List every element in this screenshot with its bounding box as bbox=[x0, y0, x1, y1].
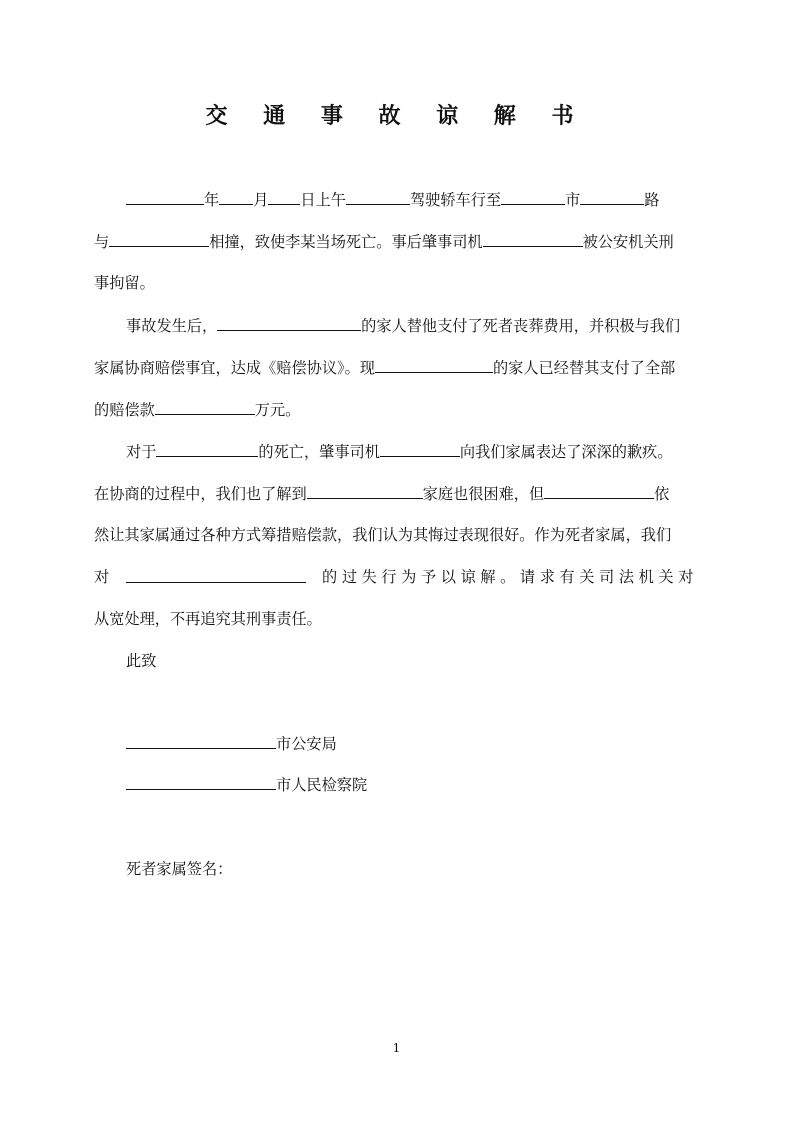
text-ten-thousand-yuan: 万元。 bbox=[254, 401, 301, 419]
blank-driver-apology[interactable] bbox=[380, 438, 460, 457]
text-apology: 向我们家属表达了深深的歉疚。 bbox=[459, 443, 673, 461]
text-family-paid: 的家人替他支付了死者丧葬费用，并积极与我们 bbox=[361, 317, 681, 335]
text-paid-all: 的家人已经替其支付了全部 bbox=[492, 359, 676, 377]
text-year: 年 bbox=[204, 191, 220, 209]
blank-procuratorate-city[interactable] bbox=[126, 771, 276, 790]
text-difficult: 家庭也很困难，但 bbox=[422, 485, 545, 503]
blank-city[interactable] bbox=[501, 186, 565, 205]
blank-amount[interactable] bbox=[155, 396, 255, 415]
blank-party-name-3[interactable] bbox=[544, 480, 654, 499]
text-death: 的死亡，肇事司机 bbox=[258, 443, 380, 461]
signature-label: 死者家属签名： bbox=[126, 860, 233, 878]
text-road: 路 bbox=[644, 191, 660, 209]
blank-month[interactable] bbox=[219, 186, 253, 205]
text-agreement: 家属协商赔偿事宜，达成《赔偿协议》。现 bbox=[94, 359, 375, 377]
text-city: 市 bbox=[565, 191, 581, 209]
blank-road[interactable] bbox=[580, 186, 644, 205]
text-still: 依 bbox=[654, 485, 670, 503]
blank-driver-name[interactable] bbox=[483, 228, 583, 247]
paragraph-3-line-4 bbox=[94, 564, 698, 590]
text-day: 日上午 bbox=[300, 191, 346, 209]
paragraph-2-line-3 bbox=[94, 396, 300, 422]
blank-party-name-2[interactable] bbox=[375, 354, 493, 373]
text-after-accident: 事故发生后， bbox=[126, 317, 218, 335]
text-month: 月 bbox=[253, 191, 269, 209]
closing-salutation: 此致 bbox=[126, 652, 157, 670]
text-learned: 在协商的过程中，我们也了解到 bbox=[94, 485, 307, 503]
paragraph-1-line-2 bbox=[94, 228, 698, 254]
text-collide: 相撞，致使李某当场死亡。事后肇事司机 bbox=[209, 233, 483, 251]
paragraph-2-line-2 bbox=[94, 354, 698, 380]
text-procuratorate: 市人民检察院 bbox=[276, 776, 368, 794]
blank-day[interactable] bbox=[268, 186, 300, 205]
text-detained: 被公安机关刑 bbox=[582, 233, 674, 251]
blank-family-difficulty[interactable] bbox=[307, 480, 423, 499]
blank-other-party[interactable] bbox=[109, 228, 209, 247]
paragraph-3-line-3: 然让其家属通过各种方式筹措赔偿款，我们认为其悔过表现很好。作为死者家属，我们 bbox=[94, 526, 672, 544]
text-drive: 驾驶轿车行至 bbox=[409, 191, 502, 209]
paragraph-3-line-2 bbox=[94, 480, 698, 506]
recipient-police bbox=[126, 730, 337, 756]
paragraph-2-line-1 bbox=[94, 312, 698, 338]
blank-party-name-1[interactable] bbox=[217, 312, 361, 331]
text-compensation: 的赔偿款 bbox=[94, 401, 155, 419]
document-title: 交 通 事 故 谅 解 书 bbox=[205, 103, 588, 129]
blank-deceased[interactable] bbox=[156, 438, 258, 457]
paragraph-3-line-5: 从宽处理，不再追究其刑事责任。 bbox=[94, 610, 322, 628]
blank-police-city[interactable] bbox=[126, 730, 276, 749]
blank-year[interactable] bbox=[126, 186, 204, 205]
recipient-procuratorate bbox=[126, 771, 367, 797]
paragraph-1-line-1 bbox=[94, 186, 698, 212]
text-police-bureau: 市公安局 bbox=[276, 735, 337, 753]
text-for: 对于 bbox=[126, 443, 157, 461]
text-detention-end: 事拘留。 bbox=[94, 274, 155, 292]
blank-driver[interactable] bbox=[346, 186, 410, 205]
page-number: 1 bbox=[392, 1041, 401, 1055]
text-with: 与 bbox=[94, 233, 110, 251]
blank-party-name-4[interactable] bbox=[126, 564, 306, 583]
text-forgive: 的过失行为予以谅解。请求有关司法机关对 bbox=[322, 568, 698, 586]
paragraph-3-line-1 bbox=[94, 438, 698, 464]
text-to: 对 bbox=[94, 568, 110, 586]
